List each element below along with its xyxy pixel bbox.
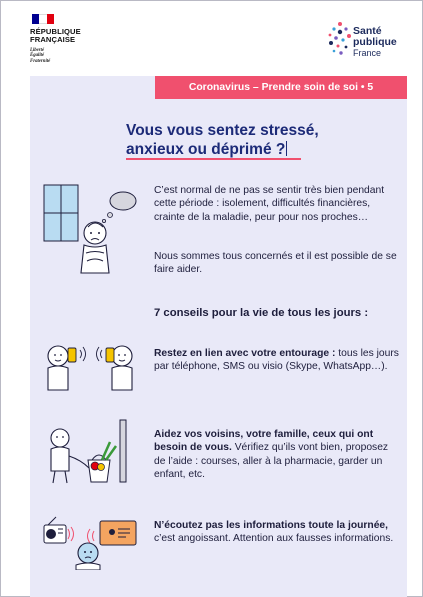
title-underline bbox=[126, 158, 301, 160]
republique-francaise-logo bbox=[30, 14, 100, 65]
phone-call-illustration bbox=[42, 342, 142, 392]
page-title-line-1: Vous vous sentez stressé, bbox=[126, 122, 319, 139]
tip-1-text bbox=[154, 347, 399, 374]
tip-2-text bbox=[154, 428, 399, 482]
series-banner: Coronavirus – Prendre soin de soi • 5 bbox=[155, 76, 407, 99]
page-title bbox=[126, 121, 386, 159]
rf-motto-line-2: Égalité bbox=[30, 53, 45, 59]
rf-title-line-2: FRANÇAISE bbox=[30, 35, 76, 45]
worried-person-illustration bbox=[40, 183, 140, 278]
rf-title-line-1: RÉPUBLIQUE bbox=[30, 27, 81, 36]
marianne-flag-icon bbox=[32, 14, 54, 24]
tip-2-bold: Aidez vos voisins, votre famille, ceux qui ont besoin de vous. bbox=[154, 429, 374, 454]
spf-logo-text bbox=[353, 26, 397, 59]
tip-3-bold: N’écoutez pas les informations toute la journée, bbox=[154, 520, 389, 531]
tip-3-text bbox=[154, 519, 399, 546]
tip-3-body: c’est angoissant. Attention aux fausses informations. bbox=[154, 533, 394, 545]
shopping-help-illustration bbox=[42, 418, 142, 486]
spf-logo-line-2: publique bbox=[353, 36, 397, 48]
intro-paragraph-2: Nous sommes tous concernés et il est possible de se faire aider. bbox=[154, 251, 397, 276]
rf-title bbox=[30, 28, 100, 45]
rf-motto bbox=[30, 48, 100, 65]
radio-tv-illustration bbox=[42, 515, 142, 570]
sante-publique-dots-icon bbox=[326, 20, 354, 58]
rf-motto-line-1: Liberté bbox=[30, 47, 45, 53]
tip-1-bold: Restez en lien avec votre entourage : bbox=[154, 348, 336, 359]
page-title-line-2-text: anxieux ou déprimé ? bbox=[126, 141, 286, 158]
tip-2-body: Vérifiez qu’ils vont bien, proposez de l’aide : courses, aller à la pharmacie, garder un enfant, etc. bbox=[154, 442, 389, 481]
intro-paragraph-1: C’est normal de ne pas se sentir très bien pendant cette période : isolement, difficultés financières, crainte de la maladie, peur pour nos proches… bbox=[154, 185, 385, 223]
tip-1-body: tous les jours par téléphone, SMS ou visio (Skype, WhatsApp…). bbox=[154, 348, 399, 373]
spf-logo-line-3: France bbox=[353, 48, 382, 58]
rf-motto-line-3: Fraternité bbox=[30, 59, 51, 64]
tips-heading: 7 conseils pour la vie de tous les jours : bbox=[154, 307, 369, 319]
spf-logo-line-1: Santé bbox=[353, 25, 382, 37]
sante-publique-france-logo bbox=[326, 20, 406, 62]
page-title-line-2 bbox=[126, 140, 386, 159]
text-cursor bbox=[286, 141, 287, 156]
